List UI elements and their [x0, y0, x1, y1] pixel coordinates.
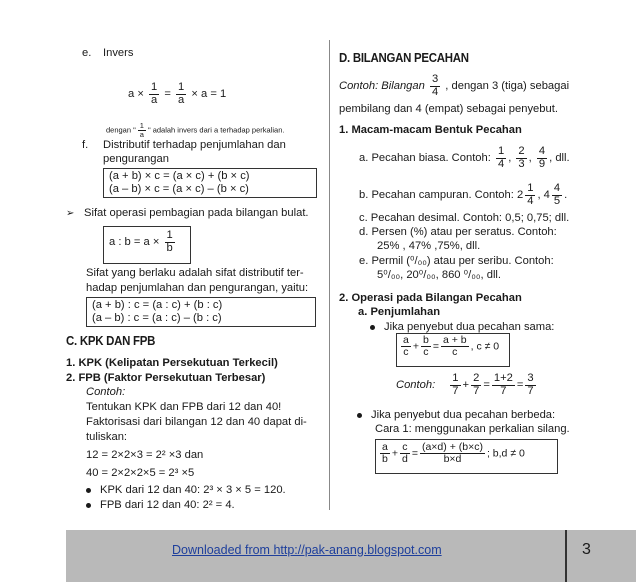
bullet-icon	[86, 488, 91, 493]
item-f-text-2: pengurangan	[103, 153, 169, 165]
bullet-icon	[357, 413, 362, 418]
heading-addition: a. Penjumlahan	[358, 306, 441, 318]
percent-line-2: 25% , 47% ,75%, dll.	[377, 240, 481, 252]
addition-example: Contoh: $\frac{1}{7}$ + $\frac{2}{7}$ = $\frac{1+2}{7}$ = $\frac{3}{7}$	[396, 372, 534, 397]
fraction-intro-2: pembilang dan 4 (empat) sebagai penyebut.	[339, 103, 558, 115]
bullet-icon	[86, 503, 91, 508]
page-number-divider	[565, 530, 567, 582]
inverse-note: dengan " $\frac{1}{a}$ " adalah invers dari a terhadap perkalian.	[106, 121, 285, 139]
distributive-mult-box	[103, 168, 317, 198]
distributive-sub-line: (a – b) × c = (a × c) – (b × c)	[109, 183, 249, 195]
decimal-line: c. Pecahan desimal. Contoh: 0,5; 0,75; dll.	[359, 212, 570, 224]
bullet-icon	[370, 325, 375, 330]
different-denominator-text: Jika penyebut dua pecahan berbeda:	[357, 409, 555, 421]
division-box: a : b = a × $\frac{1}{b}$	[103, 226, 191, 264]
fpb-result: FPB dari 12 dan 40: 2² = 4.	[86, 499, 235, 511]
task-line-2: Faktorisasi dari bilangan 12 dan 40 dapat di-	[86, 416, 307, 428]
item-e-label: e.	[82, 47, 92, 59]
page-number: 3	[582, 541, 591, 558]
mixed-fraction-line: b. Pecahan campuran. Contoh: 2 $\frac{1}{4}$ , 4 $\frac{4}{5}$ .	[359, 182, 568, 207]
same-denominator-text: Jika penyebut dua pecahan sama:	[370, 321, 554, 333]
section-d-heading: D. BILANGAN PECAHAN	[339, 50, 469, 65]
inverse-equation: a × $\frac{1}{a}$ = $\frac{1}{a}$ × a = 1	[128, 81, 227, 106]
contoh-label: Contoh:	[86, 386, 126, 398]
fraction-intro: Contoh: Bilangan $\frac{3}{4}$ , dengan 3 (tiga) sebagai	[339, 73, 570, 98]
fpb-item: 2. FPB (Faktor Persekutuan Terbesar)	[66, 372, 266, 384]
division-text-1: Sifat yang berlaku adalah sifat distributif ter-	[86, 267, 304, 279]
kpk-result: KPK dari 12 dan 40: 2³ × 3 × 5 = 120.	[86, 484, 286, 496]
section-c-heading: C. KPK DAN FPB	[66, 333, 156, 348]
cross-multiply-box: $\frac{a}{b}$ + $\frac{c}{d}$ = $\frac{(a\times d) + (b\times c)}{b\times d}$ ; b,d ≠ 0	[375, 439, 558, 474]
column-divider	[329, 40, 330, 510]
factorization-12: 12 = 2×2×3 = 2² ×3 dan	[86, 449, 204, 461]
permil-line-1: e. Permil (⁰/₀₀) atau per seribu. Contoh:	[359, 255, 554, 267]
distributive-add-line: (a + b) × c = (a × c) + (b × c)	[109, 170, 250, 182]
arrow-bullet-icon: ➢	[66, 208, 75, 219]
percent-line-1: d. Persen (%) atau per seratus. Contoh:	[359, 226, 557, 238]
factorization-40: 40 = 2×2×2×5 = 2³ ×5	[86, 467, 195, 479]
division-property: ➢ Sifat operasi pembagian pada bilangan bulat.	[66, 207, 309, 219]
common-fraction-line: a. Pecahan biasa. Contoh: $\frac{1}{4}$ , $\frac{2}{3}$ , $\frac{4}{9}$ , dll.	[359, 145, 570, 170]
division-distributive-box	[86, 297, 316, 327]
item-f-label: f.	[82, 139, 89, 151]
division-add-line: (a + b) : c = (a : c) + (b : c)	[92, 299, 223, 311]
heading-operations: 2. Operasi pada Bilangan Pecahan	[339, 292, 522, 304]
permil-line-2: 5⁰/₀₀, 20⁰/₀₀, 860 ⁰/₀₀, dll.	[377, 269, 502, 281]
same-denominator-box: $\frac{a}{c}$ + $\frac{b}{c}$ = $\frac{a + b}{c}$ , c ≠ 0	[396, 333, 510, 367]
kpk-item: 1. KPK (Kelipatan Persekutuan Terkecil)	[66, 357, 278, 369]
task-line-3: tuliskan:	[86, 431, 128, 443]
heading-forms: 1. Macam-macam Bentuk Pecahan	[339, 124, 522, 136]
division-text-2: hadap penjumlahan dan pengurangan, yaitu:	[86, 282, 309, 294]
cross-multiply-text: Cara 1: menggunakan perkalian silang.	[375, 423, 570, 435]
item-e-title: Invers	[103, 47, 134, 59]
item-f-text-1: Distributif terhadap penjumlahan dan	[103, 139, 286, 151]
download-link[interactable]: Downloaded from http://pak-anang.blogspot.com	[172, 543, 442, 557]
task-line-1: Tentukan KPK dan FPB dari 12 dan 40!	[86, 401, 282, 413]
division-sub-line: (a – b) : c = (a : c) – (b : c)	[92, 312, 222, 324]
